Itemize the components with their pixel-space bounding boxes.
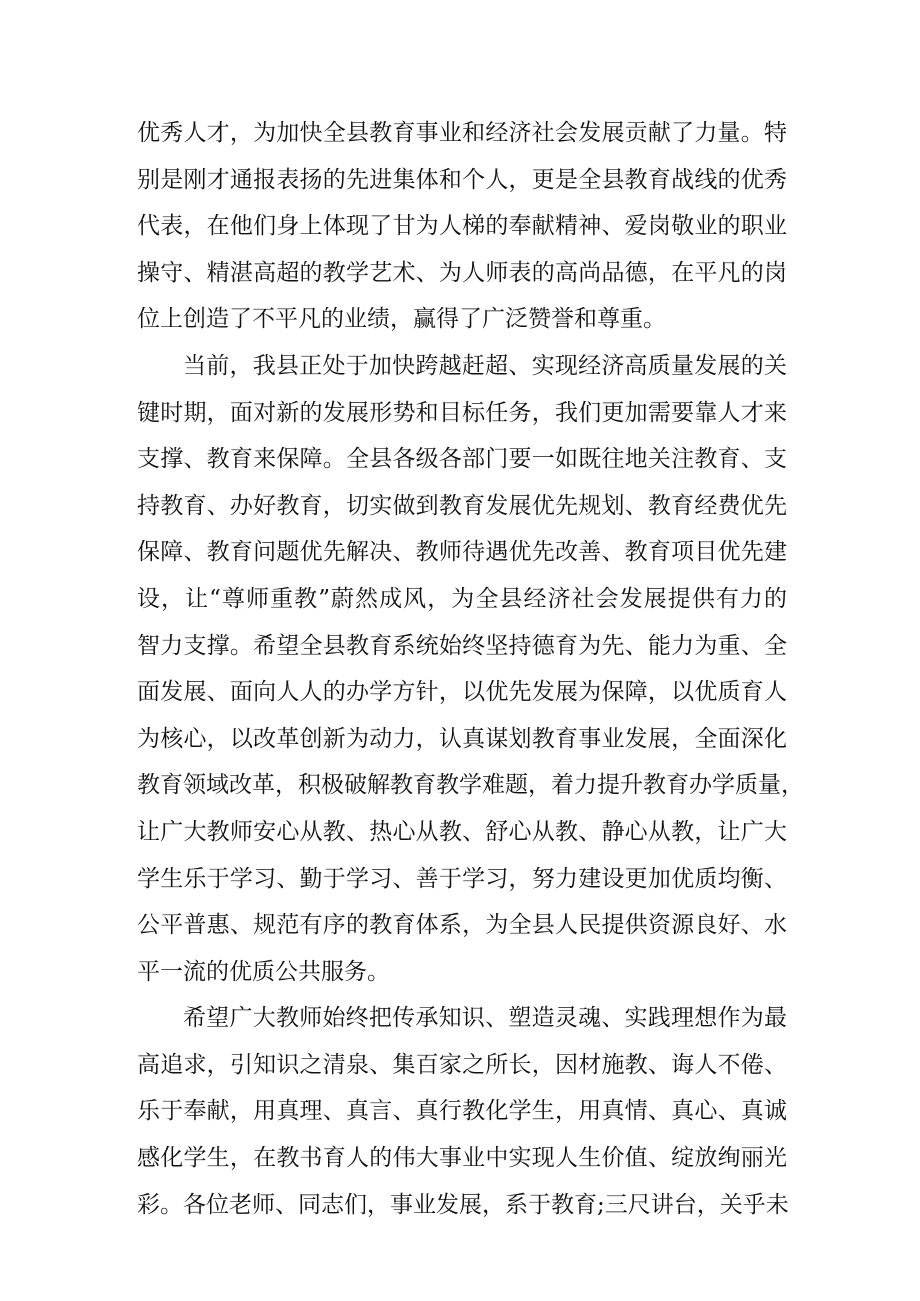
paragraph-2-line-12: 学生乐于学习、勤于学习、善于学习，努力建设更加优质均衡、 <box>137 865 787 892</box>
paragraph-2-line-5: 保障、教育问题优先解决、教师待遇优先改善、教育项目优先建 <box>137 539 787 566</box>
paragraph-2-line-13: 公平普惠、规范有序的教育体系，为全县人民提供资源良好、水 <box>137 912 787 939</box>
paragraph-3-line-1: 希望广大教师始终把传承知识、塑造灵魂、实践理想作为最 <box>183 1005 787 1032</box>
paragraph-2-line-3: 支撑、教育来保障。全县各级各部门要一如既往地关注教育、支 <box>137 446 787 473</box>
paragraph-1-line-5: 位上创造了不平凡的业绩，赢得了广泛赞誉和尊重。 <box>137 306 666 333</box>
body-text <box>137 110 804 1228</box>
paragraph-2-line-7: 智力支撑。希望全县教育系统始终坚持德育为先、能力为重、全 <box>137 632 787 659</box>
paragraph-2-line-9: 为核心，以改革创新为动力，认真谋划教育事业发展，全面深化 <box>137 725 787 752</box>
paragraph-1-line-2: 别是刚才通报表扬的先进集体和个人，更是全县教育战线的优秀 <box>137 166 787 193</box>
paragraph-3-line-3: 乐于奉献，用真理、真言、真行教化学生，用真情、真心、真诚 <box>137 1098 787 1125</box>
paragraph-2-line-11: 让广大教师安心从教、热心从教、舒心从教、静心从教，让广大 <box>137 818 787 845</box>
paragraph-2-line-4: 持教育、办好教育，切实做到教育发展优先规划、教育经费优先 <box>137 492 787 519</box>
paragraph-1-line-1: 优秀人才，为加快全县教育事业和经济社会发展贡献了力量。特 <box>137 120 787 146</box>
paragraph-2-line-2: 键时期，面对新的发展形势和目标任务，我们更加需要靠人才来 <box>137 399 787 426</box>
paragraph-1-line-4: 操守、精湛高超的教学艺术、为人师表的高尚品德，在平凡的岗 <box>137 259 787 286</box>
paragraph-2-line-1: 当前，我县正处于加快跨越赶超、实现经济高质量发展的关 <box>183 352 787 379</box>
paragraph-2-line-8: 面发展、面向人人的办学方针，以优先发展为保障，以优质育人 <box>137 679 787 706</box>
paragraph-2-line-6: 设，让“尊师重教”蔚然成风，为全县经济社会发展提供有力的 <box>137 585 787 612</box>
paragraph-3-line-5: 彩。各位老师、同志们，事业发展，系于教育;三尺讲台，关乎未 <box>137 1191 789 1218</box>
paragraph-3-line-4: 感化学生，在教书育人的伟大事业中实现人生价值、绽放绚丽光 <box>137 1145 787 1172</box>
paragraph-1-line-3: 代表，在他们身上体现了甘为人梯的奉献精神、爱岗敬业的职业 <box>137 213 787 240</box>
paragraph-3-line-2: 高追求，引知识之清泉、集百家之所长，因材施教、诲人不倦、 <box>137 1051 787 1078</box>
paragraph-2-line-10: 教育领域改革，积极破解教育教学难题，着力提升教育办学质量， <box>137 772 804 799</box>
paragraph-2-line-14: 平一流的优质公共服务。 <box>137 958 390 985</box>
